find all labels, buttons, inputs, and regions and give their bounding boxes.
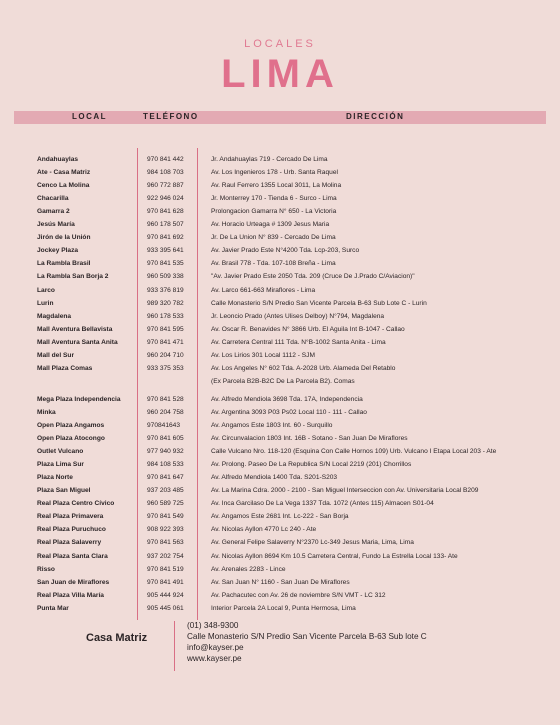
store-name: Real Plaza Salaverry [37, 539, 102, 547]
table-row [0, 589, 560, 602]
matriz-email[interactable]: info@kayser.pe [187, 643, 244, 652]
store-name: Jirón de la Unión [37, 234, 91, 242]
store-name: Andahuaylas [37, 156, 79, 163]
table-row [0, 484, 560, 497]
store-name: Plaza Lima Sur [37, 461, 84, 469]
store-phone: 970 841 549 [147, 513, 184, 521]
store-phone: 970 841 491 [147, 578, 184, 586]
table-row [0, 393, 560, 406]
store-phone: 970841643 [147, 422, 181, 429]
store-address: Calle Monasterio S/N Predio San Vicente Parcela B-63 Sub Lote C - Lurin [211, 299, 427, 307]
store-address: Av. Inca Garcilaso De La Vega 1337 Tda. 1072 (Antes 115) Almacen S01-04 [211, 500, 434, 508]
store-address: Av. San Juan N° 1160 - San Juan De Miraflores [211, 578, 350, 586]
store-address: Calle Vulcano Nro. 118-120 (Esquina Con Calle Hornos 109) Urb. Vulcano I Etapa Local 203 - Ate [211, 448, 497, 456]
table-row [0, 192, 560, 205]
store-name: Jockey Plaza [37, 247, 79, 255]
table-header [14, 111, 546, 124]
store-name: San Juan de Miraflores [37, 578, 110, 586]
store-phone: 960 178 507 [147, 221, 184, 229]
store-name: Ate - Casa Matriz [37, 169, 91, 177]
store-name: Open Plaza Angamos [37, 422, 105, 429]
store-phone: 960 178 533 [147, 312, 184, 320]
table-row [0, 166, 560, 179]
table-row [0, 362, 560, 375]
store-address: Av. Los Angeles N° 602 Tda. A-2028 Urb. Alameda Del Retablo [211, 364, 396, 372]
store-address: Av. Angamos Este 1803 Int. 60 - Surquillo [211, 422, 333, 429]
store-phone: 970 841 528 [147, 395, 184, 403]
table-row [0, 458, 560, 471]
table-row [0, 536, 560, 549]
store-address: (Ex Parcela B2B-B2C De La Parcela B2). Comas [211, 377, 355, 385]
store-phone: 908 922 393 [147, 526, 184, 534]
matriz-phone: (01) 348-9300 [187, 621, 239, 630]
casa-matriz-info [187, 620, 427, 664]
table-row [0, 218, 560, 231]
store-name: La Rambla Brasil [37, 260, 91, 268]
store-phone: 989 320 782 [147, 299, 184, 307]
store-address: Jr. Monterrey 170 - Tienda 6 - Surco - Lima [211, 195, 337, 203]
store-phone: 960 589 725 [147, 500, 184, 508]
store-phone: 960 772 887 [147, 182, 184, 190]
store-phone: 922 946 024 [147, 195, 184, 203]
store-name: Punta Mar [37, 604, 69, 612]
table-row [0, 550, 560, 563]
store-name: Outlet Vulcano [37, 448, 84, 456]
store-name: Mall del Sur [37, 351, 75, 359]
table-row [0, 523, 560, 536]
store-name: Risso [37, 565, 55, 573]
store-name: Open Plaza Atocongo [37, 435, 105, 443]
store-address: Av. Nicolas Ayllon 8694 Km 10.5 Carretera Central, Fundo La Estrella Local 133- Ate [211, 552, 458, 560]
casa-matriz-label: Casa Matriz [86, 632, 148, 644]
store-phone: 933 376 819 [147, 286, 184, 294]
store-address: Av. Horacio Urteaga # 1309 Jesus Maria [211, 221, 330, 229]
store-name: Real Plaza Villa María [37, 591, 104, 599]
store-phone: 905 445 061 [147, 604, 184, 612]
matriz-web[interactable]: www.kayser.pe [187, 654, 242, 663]
store-address: Av. Pachacutec con Av. 26 de noviembre S/N VMT - LC 312 [211, 591, 386, 599]
store-phone: 960 204 710 [147, 351, 184, 359]
store-phone: 970 841 563 [147, 539, 184, 547]
footer-divider [174, 621, 175, 671]
table-row [0, 375, 560, 388]
store-name: La Rambla San Borja 2 [37, 273, 109, 281]
table-row [0, 323, 560, 336]
table-row [0, 602, 560, 615]
store-address: Av. Los Ingenieros 178 - Urb. Santa Raquel [211, 169, 338, 177]
store-name: Real Plaza Santa Clara [37, 552, 108, 560]
table-row [0, 153, 560, 166]
table-row [0, 297, 560, 310]
store-name: Real Plaza Centro Cívico [37, 500, 115, 508]
store-name: Plaza San Miguel [37, 487, 91, 495]
table-row [0, 310, 560, 323]
store-address: Av. Brasil 778 - Tda. 107-108 Breña - Lima [211, 260, 336, 268]
store-phone: 970 841 595 [147, 325, 184, 333]
subtitle: LOCALES [244, 38, 316, 50]
store-phone: 984 108 703 [147, 169, 184, 177]
store-address: Av. Javier Prado Este N°4200 Tda. Lcp-203, Surco [211, 247, 360, 255]
table-row [0, 205, 560, 218]
table-row [0, 257, 560, 270]
store-name: Lurin [37, 299, 54, 307]
store-address: Av. Los Lirios 301 Local 1112 - SJM [211, 351, 315, 359]
table-row [0, 471, 560, 484]
store-name: Cenco La Molina [37, 182, 90, 190]
store-address: Av. Angamos Este 2681 Int. Lc-222 - San Borja [211, 513, 349, 521]
page-title: LIMA [221, 52, 339, 96]
store-address: Av. Oscar R. Benavides N° 3866 Urb. El Aguila Int B-1047 - Callao [211, 325, 405, 333]
table-row [0, 419, 560, 432]
column-header-telefono: TELÉFONO [143, 112, 199, 121]
store-address: Av. Arenales 2283 - Lince [211, 565, 286, 573]
store-name: Magdalena [37, 312, 72, 320]
store-phone: 984 108 533 [147, 461, 184, 469]
store-phone: 977 940 932 [147, 448, 184, 456]
store-name: Mall Plaza Comas [37, 364, 93, 372]
store-address: Prolongacion Gamarra N° 650 - La Victoria [211, 208, 337, 216]
matriz-address: Calle Monasterio S/N Predio San Vicente Parcela B-63 Sub lote C [187, 632, 427, 641]
store-name: Chacarilla [37, 195, 69, 203]
store-phone: 970 841 692 [147, 234, 184, 242]
store-name: Mega Plaza Independencia [37, 395, 121, 403]
table-row [0, 510, 560, 523]
store-name: Plaza Norte [37, 474, 73, 482]
table-row [0, 284, 560, 297]
table-row [0, 406, 560, 419]
store-address: Av. Nicolas Ayllon 4770 Lc 240 - Ate [211, 526, 317, 534]
store-phone: 933 395 641 [147, 247, 184, 255]
table-row [0, 179, 560, 192]
store-address: Av. La Marina Cdra. 2000 - 2100 - San Miguel Interseccion con Av. Universitaria Local B209 [211, 487, 479, 495]
store-address: Jr. Andahuaylas 719 - Cercado De Lima [211, 156, 328, 163]
store-phone: 970 841 442 [147, 156, 184, 163]
table-row [0, 336, 560, 349]
store-phone: 937 202 754 [147, 552, 184, 560]
store-name: Real Plaza Puruchuco [37, 526, 106, 534]
store-address: Av. Argentina 3093 P03 Ps02 Local 110 - 111 - Callao [211, 408, 367, 416]
store-phone: 933 375 353 [147, 364, 184, 372]
store-name: Larco [37, 286, 55, 294]
store-phone: 970 841 471 [147, 338, 184, 346]
store-address: Av. Alfredo Mendiola 3698 Tda. 17A, Independencia [211, 395, 363, 403]
store-phone: 960 509 338 [147, 273, 184, 281]
store-address: Av. Alfredo Mendiola 1400 Tda. S201-S203 [211, 474, 338, 482]
store-address: Av. Carretera Central 111 Tda. N°B-1002 Santa Anita - Lima [211, 338, 386, 346]
store-address: Jr. De La Union N° 839 - Cercado De Lima [211, 234, 336, 242]
store-name: Mall Aventura Santa Anita [37, 338, 118, 346]
store-address: Av. Larco 661-663 Miraflores - Lima [211, 286, 316, 294]
table-row [0, 497, 560, 510]
table-row [0, 349, 560, 362]
store-address: Interior Parcela 2A Local 9, Punta Hermosa, Lima [211, 604, 356, 612]
table-row [0, 270, 560, 283]
store-phone: 970 841 628 [147, 208, 184, 216]
store-phone: 970 841 535 [147, 260, 184, 268]
store-name: Gamarra 2 [37, 208, 70, 216]
table-row [0, 432, 560, 445]
column-header-direccion: DIRECCIÓN [346, 112, 405, 121]
store-name: Minka [37, 408, 56, 416]
store-phone: 905 444 924 [147, 591, 184, 599]
store-address: Av. Raul Ferrero 1355 Local 3011, La Molina [211, 182, 342, 190]
store-address: Av. Prolong. Paseo De La Republica S/N Local 2219 (201) Chorrillos [211, 461, 412, 469]
table-row [0, 563, 560, 576]
table-row [0, 576, 560, 589]
table-row [0, 244, 560, 257]
table-row [0, 445, 560, 458]
store-phone: 970 841 647 [147, 474, 184, 482]
store-address: "Av. Javier Prado Este 2050 Tda. 209 (Cruce De J.Prado C/Aviacion)" [211, 273, 415, 281]
column-header-local: LOCAL [72, 112, 108, 121]
store-address: Jr. Leoncio Prado (Antes Ulises Delboy) N°794, Magdalena [211, 312, 385, 320]
store-address: Av. General Felipe Salaverry N°2370 Lc-349 Jesus Maria, Lima, Lima [211, 539, 414, 547]
store-phone: 970 841 605 [147, 435, 184, 443]
table-row [0, 231, 560, 244]
store-phone: 937 203 485 [147, 487, 184, 495]
store-name: Mall Aventura Bellavista [37, 325, 113, 333]
store-name: Real Plaza Primavera [37, 513, 104, 521]
store-phone: 970 841 519 [147, 565, 184, 573]
store-address: Av. Circunvalacion 1803 Int. 16B - Sotano - San Juan De Miraflores [211, 435, 408, 443]
store-phone: 960 204 758 [147, 408, 184, 416]
store-name: Jesús María [37, 221, 75, 229]
